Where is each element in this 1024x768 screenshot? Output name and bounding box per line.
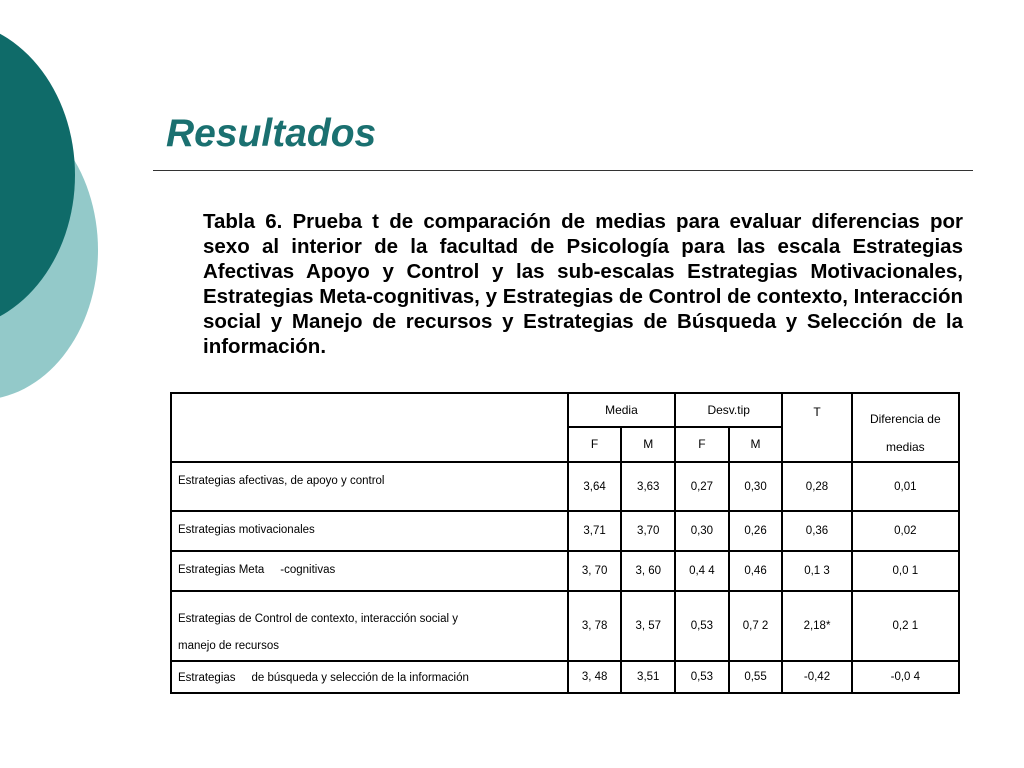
t-value: 0,36 bbox=[782, 511, 851, 551]
diff-value: 0,02 bbox=[852, 511, 959, 551]
header-diff-line1: Diferencia de bbox=[869, 412, 941, 426]
header-media: Media bbox=[568, 393, 675, 427]
media-m-value: 3, 60 bbox=[621, 551, 675, 591]
table-caption: Tabla 6. Prueba t de comparación de medias para evaluar diferencias por sexo al interior de la facultad de Psicología para las escala Estrategias Afectivas Apoyo y Control y las sub-escalas Estrategias Motivacionales, Estrategias Meta-cognitivas, y Estrategias de Control de contexto, Interacción social y Manejo de recursos y Estrategias de Búsqueda y Selección de la información. bbox=[203, 210, 963, 358]
table-row bbox=[171, 591, 959, 661]
diff-value: 0,01 bbox=[852, 462, 959, 511]
t-value: 0,28 bbox=[782, 462, 851, 511]
title-divider bbox=[153, 170, 973, 171]
table-row bbox=[171, 511, 959, 551]
header-row-1 bbox=[171, 393, 959, 427]
desv-m-value: 0,46 bbox=[729, 551, 783, 591]
media-m-value: 3, 57 bbox=[621, 591, 675, 661]
media-m-value: 3,63 bbox=[621, 462, 675, 511]
media-f-value: 3,64 bbox=[568, 462, 622, 511]
header-desv-f: F bbox=[675, 427, 729, 462]
row-label bbox=[171, 591, 568, 661]
diff-value: -0,0 4 bbox=[852, 661, 959, 693]
table-row bbox=[171, 661, 959, 693]
desv-m-value: 0,55 bbox=[729, 661, 783, 693]
t-value: -0,42 bbox=[782, 661, 851, 693]
desv-f-value: 0,30 bbox=[675, 511, 729, 551]
media-m-value: 3,70 bbox=[621, 511, 675, 551]
row-label-line1: Estrategias de Control de contexto, interacción social y bbox=[178, 613, 458, 625]
media-m-value: 3,51 bbox=[621, 661, 675, 693]
row-label-line2: manejo de recursos bbox=[178, 640, 279, 652]
header-desv-tip: Desv.tip bbox=[675, 393, 782, 427]
table-row bbox=[171, 462, 959, 511]
header-media-m: M bbox=[621, 427, 675, 462]
media-f-value: 3, 48 bbox=[568, 661, 622, 693]
slide-title: Resultados bbox=[166, 112, 377, 155]
desv-m-value: 0,26 bbox=[729, 511, 783, 551]
row-label: Estrategias afectivas, de apoyo y control bbox=[171, 462, 568, 511]
row-label: Estrategias de búsqueda y selección de la información bbox=[171, 661, 568, 693]
diff-value: 0,2 1 bbox=[852, 591, 959, 661]
t-value: 0,1 3 bbox=[782, 551, 851, 591]
header-diff-line2: medias bbox=[885, 440, 925, 454]
media-f-value: 3,71 bbox=[568, 511, 622, 551]
desv-f-value: 0,53 bbox=[675, 661, 729, 693]
desv-m-value: 0,30 bbox=[729, 462, 783, 511]
media-f-value: 3, 78 bbox=[568, 591, 622, 661]
results-table bbox=[170, 392, 960, 694]
header-empty-cell bbox=[171, 393, 568, 462]
row-label: Estrategias motivacionales bbox=[171, 511, 568, 551]
header-diferencia-medias bbox=[852, 393, 959, 462]
media-f-value: 3, 70 bbox=[568, 551, 622, 591]
header-t: T bbox=[782, 393, 851, 462]
desv-f-value: 0,4 4 bbox=[675, 551, 729, 591]
header-desv-m: M bbox=[729, 427, 783, 462]
header-media-f: F bbox=[568, 427, 622, 462]
diff-value: 0,0 1 bbox=[852, 551, 959, 591]
desv-f-value: 0,53 bbox=[675, 591, 729, 661]
desv-f-value: 0,27 bbox=[675, 462, 729, 511]
row-label: Estrategias Meta -cognitivas bbox=[171, 551, 568, 591]
table-row bbox=[171, 551, 959, 591]
desv-m-value: 0,7 2 bbox=[729, 591, 783, 661]
t-value: 2,18* bbox=[782, 591, 851, 661]
